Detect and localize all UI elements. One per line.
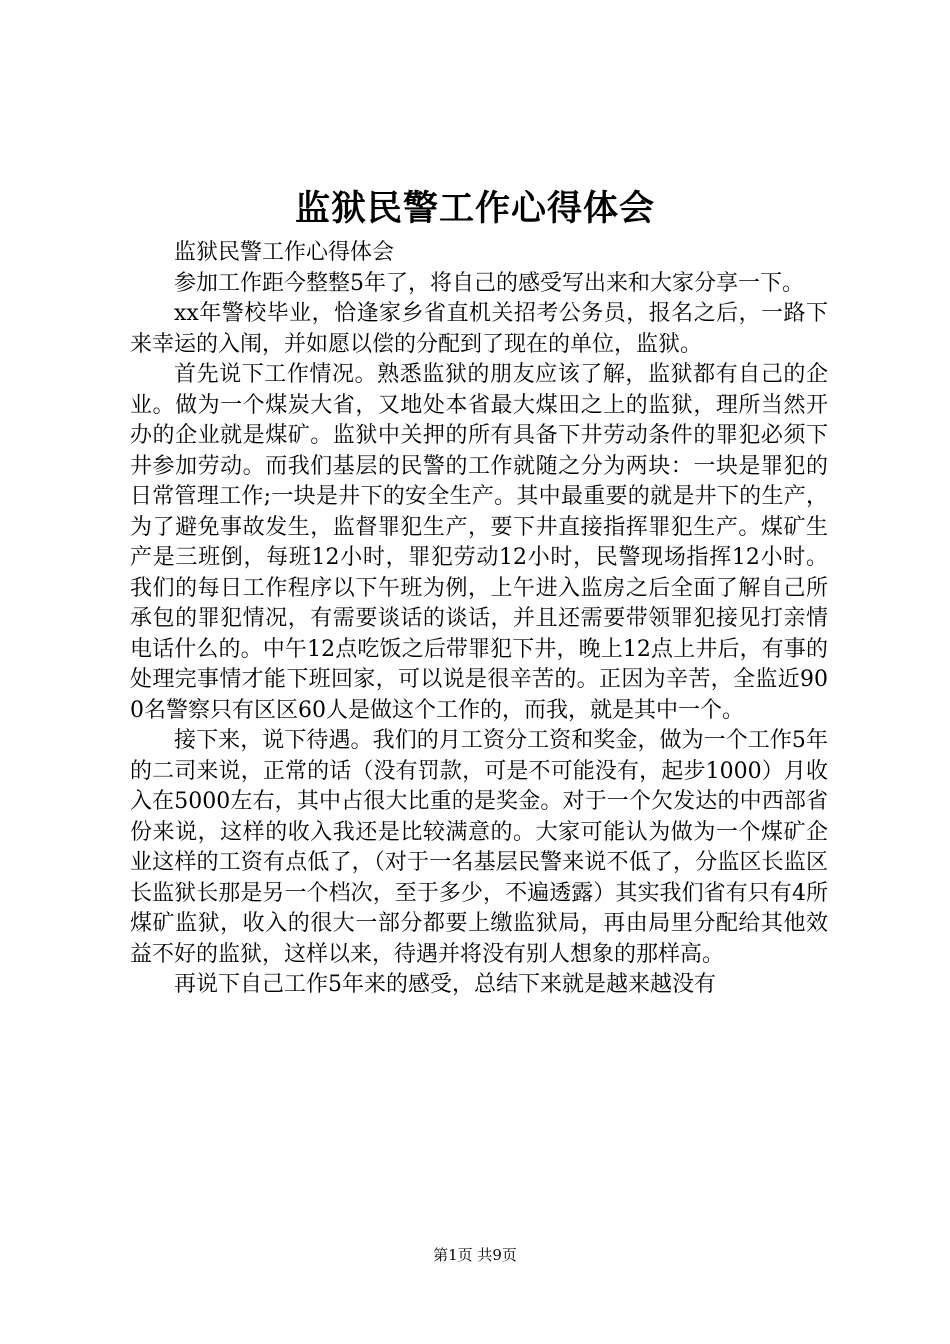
page-number-footer: 第1页 共9页 <box>433 1246 517 1264</box>
document-body <box>130 238 828 1001</box>
paragraph-intro: 参加工作距今整整5年了，将自己的感受写出来和大家分享一下。 <box>174 270 804 296</box>
document-title: 监狱民警工作心得体会 <box>294 188 655 229</box>
paragraph-work-situation: 首先说下工作情况。熟悉监狱的朋友应该了解，监狱都有自己的企业。做为一个煤炭大省，又地处本省最大煤田之上的监狱，理所当然开办的企业就是煤矿。监狱中关押的所有具备下井劳动条件的罪犯必须下井参加劳动。而我们基层的民警的工作就随之分为两块：一块是罪犯的日常管理工作;一块是井下的安全生产。其中最重要的就是井下的生产，为了避免事故发生，监督罪犯生产，要下井直接指挥罪犯生产。煤矿生产是三班倒，每班12小时，罪犯劳动12小时，民警现场指挥12小时。我们的每日工作程序以下午班为例，上午进入监房之后全面了解自己所承包的罪犯情况，有需要谈话的谈话，并且还需要带领罪犯接见打亲情电话什么的。中午12点吃饭之后带罪犯下井，晚上12点上井后，有事的处理完事情才能下班回家，可以说是很辛苦的。正因为辛苦，全监近900名警察只有区区60人是做这个工作的，而我，就是其中一个。 <box>130 362 828 723</box>
paragraph-feelings: 再说下自己工作5年来的感受，总结下来就是越来越没有 <box>174 972 716 997</box>
paragraph-subtitle: 监狱民警工作心得体会 <box>174 240 395 265</box>
paragraph-graduation: xx年警校毕业，恰逢家乡省直机关招考公务员，报名之后，一路下来幸运的入闱，并如愿以偿的分配到了现在的单位，监狱。 <box>130 301 828 357</box>
paragraph-salary: 接下来，说下待遇。我们的月工资分工资和奖金，做为一个工作5年的二司来说，正常的话（没有罚款，可是不可能没有，起步1000）月收入在5000左右，其中占很大比重的是奖金。对于一个欠发达的中西部省份来说，这样的收入我还是比较满意的。大家可能认为做为一个煤矿企业这样的工资有点低了，（对于一名基层民警来说不低了，分监区长监区长监狱长那是另一个档次，至于多少，不遍透露）其实我们省有只有4所煤矿监狱，收入的很大一部分都要上缴监狱局，再由局里分配给其他效益不好的监狱，这样以来，待遇并将没有别人想象的那样高。 <box>130 728 828 967</box>
